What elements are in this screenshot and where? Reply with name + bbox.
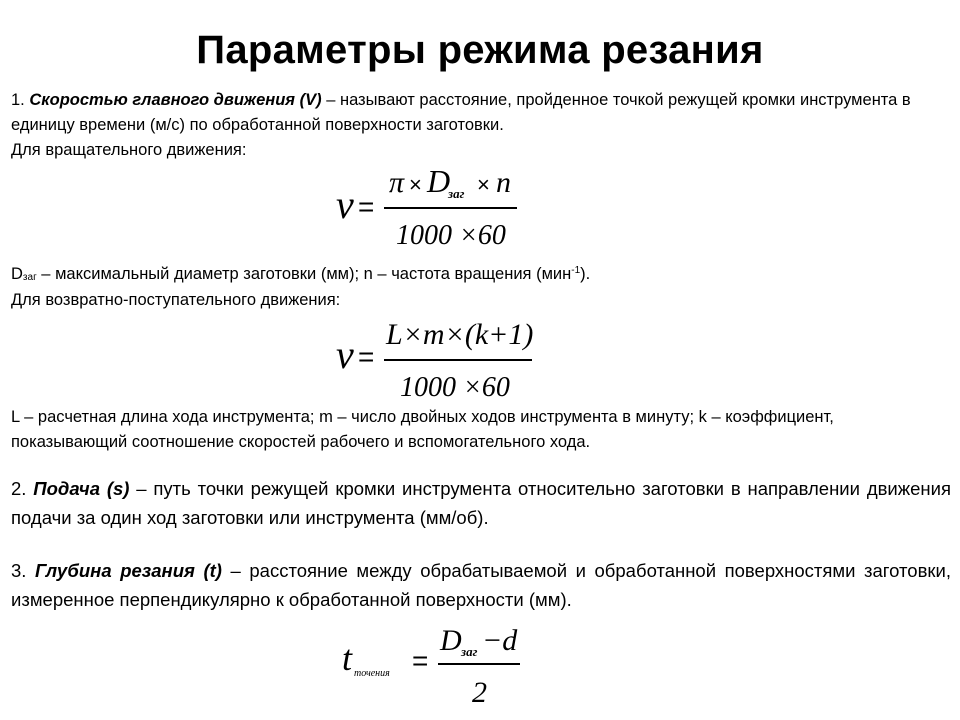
- formula-denominator: 2: [472, 676, 487, 709]
- formula-rotation-frequency: n: [496, 166, 511, 199]
- definition-text: – называют расстояние, пройденное точкой режущей кромки инструмента в единицу времени (м/с) по обработанной поверхности заготовки.: [11, 91, 911, 134]
- formula-lhs: t: [342, 638, 353, 678]
- formula-times: ×: [409, 172, 422, 197]
- legend-subscript: заг: [22, 272, 37, 283]
- rotational-legend: [11, 262, 951, 289]
- formula-minus-d: −d: [482, 624, 518, 657]
- formula-equals: =: [412, 645, 429, 676]
- formula-rotational-speed: [334, 160, 534, 255]
- formula-lhs-subscript: точения: [354, 668, 390, 679]
- reciprocating-legend: L – расчетная длина хода инструмента; m – число двойных ходов инструмента в минуту; k – коэффициент, показывающий соотношение скоростей рабочего и вспомогательного хода.: [11, 408, 834, 451]
- formula-cutting-depth: [340, 618, 530, 718]
- reciprocating-motion-label: Для возвратно-поступательного движения:: [11, 291, 341, 309]
- formula-pi: π: [389, 166, 405, 199]
- section-feed-definition: [11, 474, 951, 532]
- formula-denominator: 1000 ×60: [400, 372, 510, 403]
- legend-symbol-d: D: [11, 265, 23, 283]
- definition-text: – путь точки режущей кромки инструмента относительно заготовки в направлении движения подачи за один ход заготовки или инструмента (мм/об).: [11, 478, 952, 528]
- definition-text: – расстояние между обрабатываемой и обработанной поверхностями заготовки, измеренное перпендикулярно к обработанной поверхности (мм).: [11, 560, 951, 610]
- formula-diameter: D: [440, 624, 462, 657]
- formula-diameter-subscript: заг: [461, 644, 478, 659]
- legend-superscript: -1: [571, 265, 581, 276]
- formula-denominator: 1000 ×60: [396, 220, 506, 251]
- formula-lhs: v: [336, 332, 354, 377]
- legend-end: ).: [580, 265, 591, 283]
- term-cutting-speed: Скоростью главного движения (V): [29, 91, 322, 109]
- page-title: Параметры режима резания: [196, 28, 764, 72]
- term-feed: Подача (s): [33, 478, 130, 499]
- section-number: 3.: [11, 560, 35, 581]
- formula-times: ×: [477, 172, 490, 197]
- section-speed-definition: [11, 88, 951, 138]
- formula-lhs: v: [336, 182, 354, 227]
- formula-diameter-subscript: заг: [448, 186, 465, 201]
- legend-text: – максимальный диаметр заготовки (мм); n – частота вращения (мин: [36, 265, 572, 283]
- rotational-motion-label: Для вращательного движения:: [11, 141, 247, 159]
- formula-equals: =: [358, 191, 375, 222]
- formula-reciprocating-speed: [334, 310, 544, 405]
- section-depth-definition: [11, 556, 951, 614]
- formula-numerator: L×m×(k+1): [386, 318, 534, 351]
- formula-diameter: D: [427, 163, 451, 199]
- formula-equals: =: [358, 341, 375, 372]
- section-number: 1.: [11, 91, 30, 109]
- term-cutting-depth: Глубина резания (t): [35, 560, 222, 581]
- section-number: 2.: [11, 478, 34, 499]
